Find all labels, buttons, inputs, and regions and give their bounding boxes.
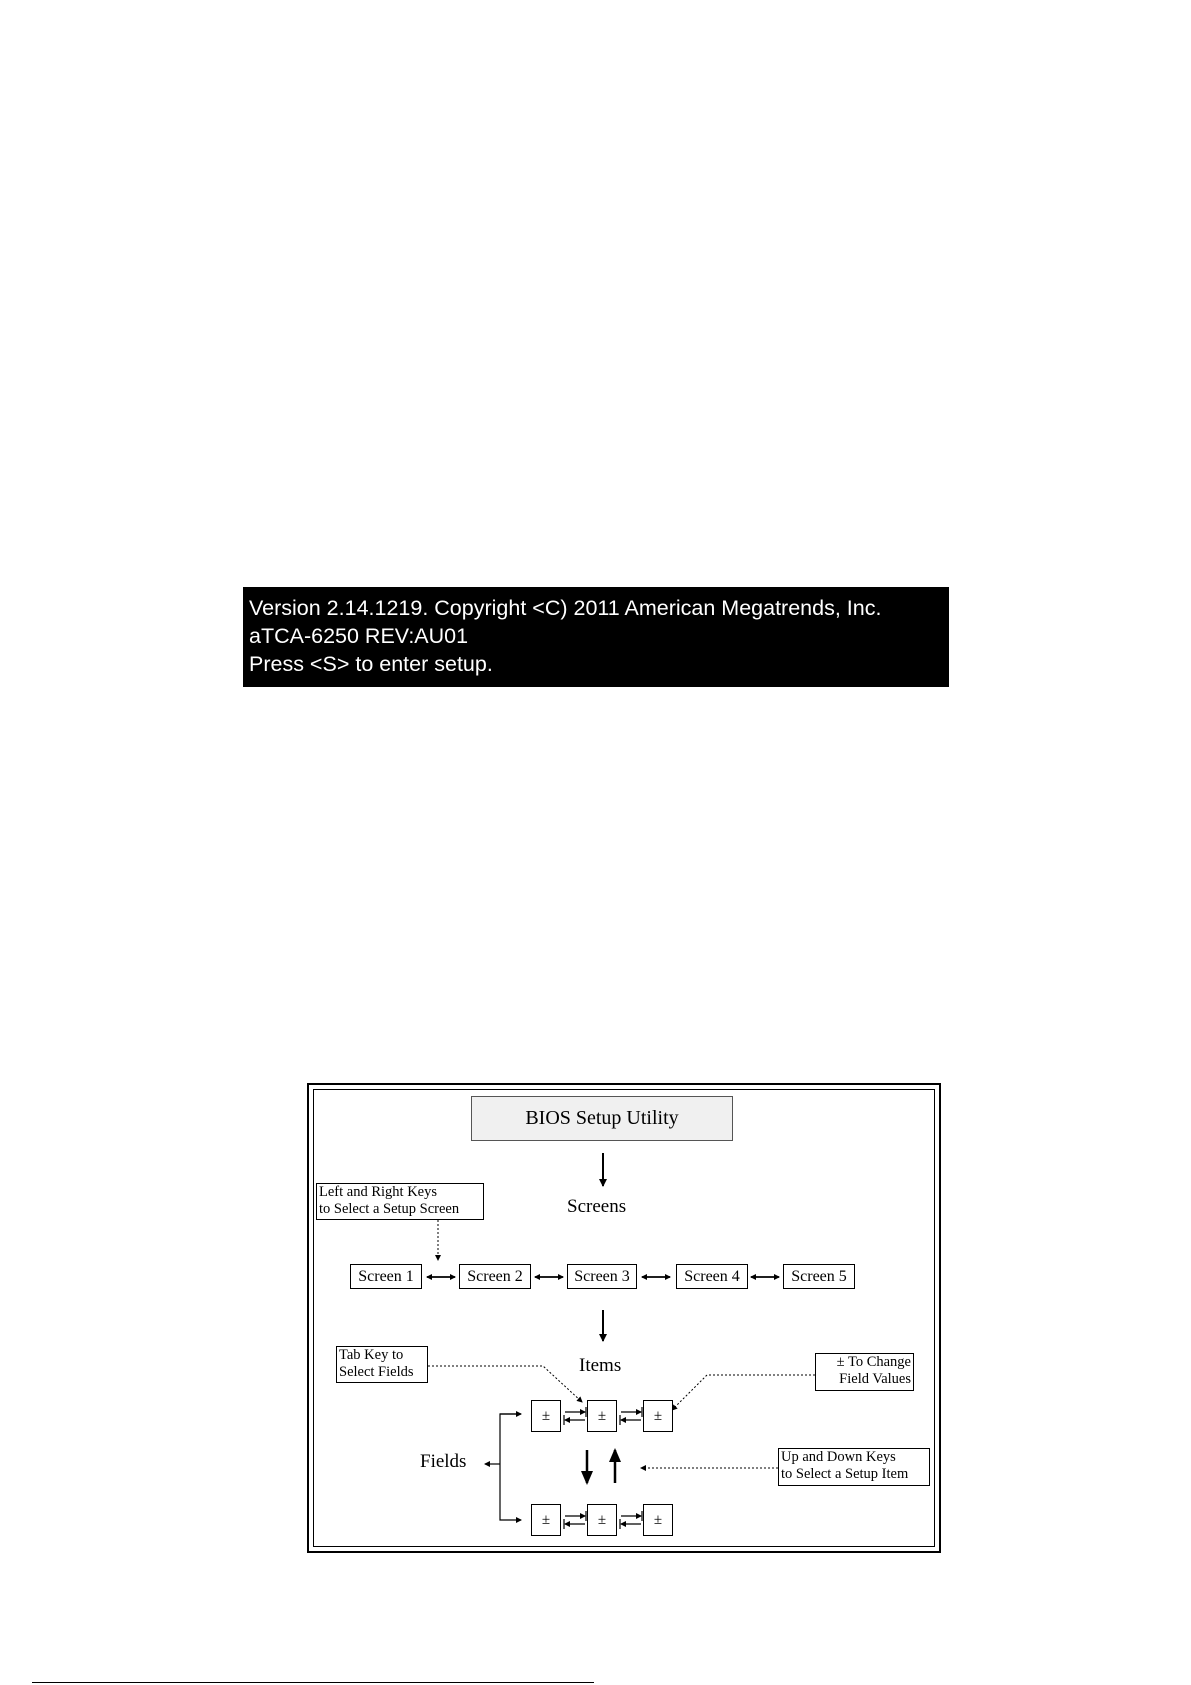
bios-boot-screen (243, 587, 949, 687)
screens-label: Screens (567, 1196, 627, 1217)
boot-board-line: aTCA-6250 REV:AU01 (249, 624, 469, 648)
tab-key-note (336, 1346, 428, 1383)
screen-1-box: Screen 1 (350, 1264, 422, 1289)
fields-label: Fields (420, 1451, 467, 1472)
note-line: ± To Change (836, 1354, 911, 1370)
note-line: Select Fields (339, 1364, 414, 1380)
screen-2-box: Screen 2 (459, 1264, 531, 1289)
field-box: ± (587, 1400, 617, 1432)
screen-4-box: Screen 4 (676, 1264, 748, 1289)
note-line: to Select a Setup Screen (319, 1201, 460, 1217)
field-box: ± (643, 1400, 673, 1432)
boot-version-line: Version 2.14.1219. Copyright <C) 2011 American Megatrends, Inc. (249, 596, 882, 620)
note-line: Tab Key to (339, 1347, 404, 1363)
field-box: ± (531, 1504, 561, 1536)
screen-3-box: Screen 3 (567, 1264, 637, 1289)
bios-setup-utility-box: BIOS Setup Utility (471, 1096, 733, 1141)
up-down-keys-note (778, 1448, 930, 1486)
note-line: Left and Right Keys (319, 1184, 437, 1200)
note-line: Field Values (839, 1371, 911, 1387)
screen-5-box: Screen 5 (783, 1264, 855, 1289)
note-line: Up and Down Keys (781, 1449, 896, 1465)
note-line: to Select a Setup Item (781, 1466, 909, 1482)
footer-rule (32, 1682, 594, 1683)
left-right-keys-note (316, 1183, 484, 1220)
change-values-note (815, 1353, 914, 1391)
items-label: Items (579, 1355, 622, 1376)
field-box: ± (643, 1504, 673, 1536)
boot-setup-prompt: Press <S> to enter setup. (249, 652, 493, 676)
field-box: ± (531, 1400, 561, 1432)
field-box: ± (587, 1504, 617, 1536)
